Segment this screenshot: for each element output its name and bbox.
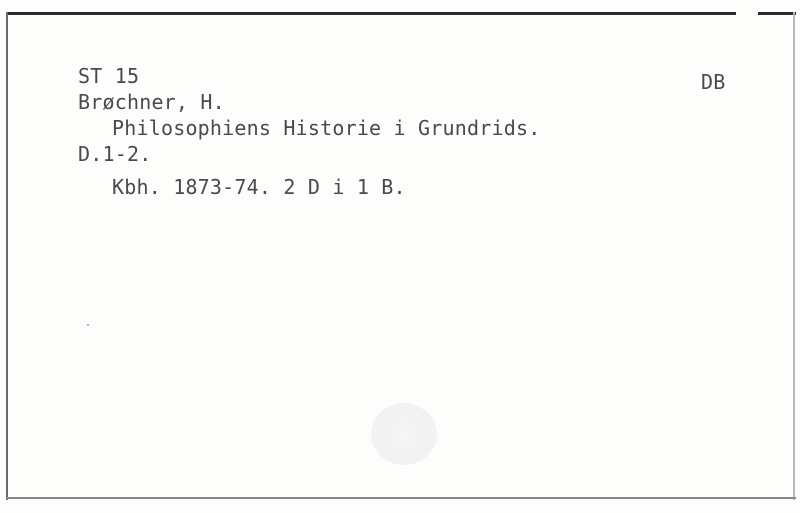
stray-mark xyxy=(87,324,89,326)
shelfmark: ST 15 xyxy=(78,64,140,88)
author: Brøchner, H. xyxy=(78,90,225,114)
card-top-edge xyxy=(6,12,796,15)
card-right-edge xyxy=(793,12,795,500)
location-code: DB xyxy=(701,70,726,94)
punch-hole xyxy=(371,403,437,465)
title: Philosophiens Historie i Grundrids. xyxy=(112,116,541,140)
volumes: D.1-2. xyxy=(78,142,152,166)
card-top-edge-gap xyxy=(736,11,758,16)
card-left-edge xyxy=(6,12,8,500)
imprint: Kbh. 1873-74. 2 D i 1 B. xyxy=(112,175,406,199)
card-bottom-edge xyxy=(6,497,796,499)
